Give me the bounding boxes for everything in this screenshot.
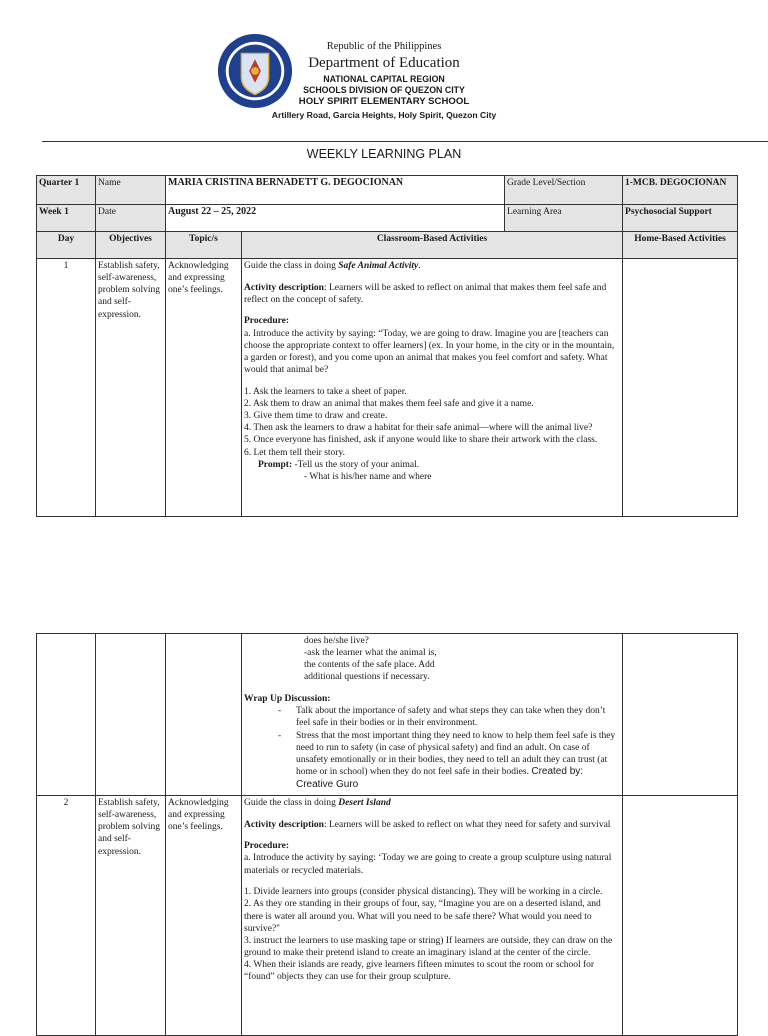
date-value: August 22 – 25, 2022: [166, 205, 505, 232]
list-item-text: Stress that the most important thing they need to know to help them feel safe is they need to run to safety (in case of physical safety) and find an adult. On case of unsafety emotionally or in their bodies, they need to tell an adult they can trust (at home or in school) when they do not feel safe in their bodies.: [296, 730, 616, 778]
area-value: Psychosocial Support: [623, 205, 738, 232]
desc-text: : Learners will be asked to reflect on animal that makes them feel safe and reflect on the concept of safety.: [244, 282, 607, 305]
date-label: Date: [96, 205, 166, 232]
guide-prefix: Guide the class in doing: [244, 798, 339, 808]
topic-cell: Acknowledging and expressing one’s feelings.: [166, 796, 242, 1036]
prompt-second: - What is his/her name and where: [304, 471, 432, 482]
info-row-week: [37, 205, 738, 232]
school-name: HOLY SPIRIT ELEMENTARY SCHOOL: [298, 96, 470, 108]
weekly-plan-table-body: [36, 175, 738, 517]
step-item: 6. Let them tell their story.: [244, 447, 345, 458]
quarter-cell: Quarter 1: [37, 176, 96, 205]
day-cell-empty: [37, 634, 96, 796]
desc-text: : Learners will be asked to reflect on what they need for safety and survival: [323, 819, 611, 830]
continued-line: the contents of the safe place. Add: [304, 660, 435, 671]
col-day: Day: [37, 232, 96, 259]
prompt-first: -Tell us the story of your animal.: [292, 459, 420, 470]
objectives-cell: Establish safety, self-awareness, problem solving and self-expression.: [96, 796, 166, 1036]
continued-line: additional questions if necessary.: [304, 672, 430, 683]
day-number: 1: [37, 259, 96, 517]
header-divider: [42, 141, 768, 142]
objectives-cell-empty: [96, 634, 166, 796]
desc-label: Activity description: [244, 819, 324, 830]
division-line: SCHOOLS DIVISION OF QUEZON CITY: [303, 85, 465, 96]
procedure-intro: a. Introduce the activity by saying: ‘Today we are going to create a group sculpture using natural materials or recycled materials.: [244, 853, 612, 876]
activity-name: Safe Animal Activity: [338, 261, 419, 271]
step-item: 2. As they ore standing in their groups of four, say, “Imagine you are on a deserted island, and there is water all around you. What will you need to be safe there? What would you need to survive?": [244, 899, 601, 934]
guide-suffix: .: [418, 261, 421, 271]
wrap-up-list: [244, 705, 620, 791]
day-number: 2: [37, 796, 96, 1036]
republic-line: Republic of the Philippines: [326, 41, 442, 52]
table-row-day-2: [37, 796, 738, 1036]
step-item: 3. Give them time to draw and create.: [244, 411, 388, 422]
wrap-up-label: Wrap Up Discussion:: [244, 694, 331, 705]
guide-prefix: Guide the class in doing: [244, 261, 339, 271]
prompt-label: Prompt:: [258, 459, 293, 470]
step-item: 4. When their islands are ready, give learners fifteen minutes to scout the room or school for “found” objects they can use for their group sculpture.: [244, 960, 595, 983]
procedure-label: Procedure:: [244, 316, 290, 327]
home-activities-cell: [623, 259, 738, 517]
procedure-label: Procedure:: [244, 841, 290, 852]
plan-title: WEEKLY LEARNING PLAN: [306, 147, 462, 161]
activity-name: Desert Island: [338, 798, 391, 808]
step-item: 4. Then ask the learners to draw a habitat for their safe animal—where will the animal live?: [244, 423, 593, 434]
classroom-activities-cell: [242, 259, 623, 517]
home-activities-cell: [623, 634, 738, 796]
classroom-activities-cell: [242, 796, 623, 1036]
step-item: 5. Once everyone has finished, ask if anyone would like to share their artwork with the class.: [244, 435, 598, 446]
continued-line: -ask the learner what the animal is,: [304, 648, 437, 659]
grade-value: 1-MCB. DEGOCIONAN: [623, 176, 738, 205]
col-home: Home-Based Activities: [623, 232, 738, 259]
list-item: - Talk about the importance of safety and what steps they can take when they don’t feel safe in their bodies or in their environment.: [296, 705, 620, 729]
letterhead: [0, 30, 768, 130]
topic-cell: Acknowledging and expressing one’s feelings.: [166, 259, 242, 517]
region-line: NATIONAL CAPITAL REGION: [323, 73, 445, 84]
credit-line: Created by: Creative Guro: [296, 766, 584, 790]
col-topics: Topic/s: [166, 232, 242, 259]
classroom-activities-continued: [242, 634, 623, 796]
teacher-name: MARIA CRISTINA BERNADETT G. DEGOCIONAN: [166, 176, 505, 205]
step-item: 1. Ask the learners to take a sheet of paper.: [244, 386, 407, 397]
step-item: 3. instruct the learners to use masking tape or string) If learners are outside, they can draw on the ground to make their pretend island to create an imaginary island at the center of the circle.: [244, 935, 613, 959]
step-item: 1. Divide learners into groups (consider physical distancing). They will be working in a circle.: [244, 887, 603, 898]
step-item: 2. Ask them to draw an animal that makes them feel safe and give it a name.: [244, 398, 534, 409]
name-label: Name: [96, 176, 166, 205]
week-cell: Week 1: [37, 205, 96, 232]
grade-label: Grade Level/Section: [505, 176, 623, 205]
school-address: Artillery Road, Garcia Heights, Holy Spirit, Quezon City: [271, 109, 497, 120]
procedure-intro: a. Introduce the activity by saying: “Today, we are going to draw. Imagine you are [teachers can choose the appropriate context to offer learners] (ex. In your home, in the city or in the mountain, a garden or forest), and you come upon an animal that makes you feel comfort and safety. What would that animal be?: [244, 328, 615, 376]
home-activities-cell: [623, 796, 738, 1036]
list-item: [296, 730, 620, 792]
topic-cell-empty: [166, 634, 242, 796]
column-header-row: [37, 232, 738, 259]
table-row-day-1: [37, 259, 738, 517]
continued-line: does he/she live?: [304, 636, 369, 646]
department-name: Department of Education: [308, 55, 460, 72]
col-objectives: Objectives: [96, 232, 166, 259]
objectives-cell: Establish safety, self-awareness, problem solving and self-expression.: [96, 259, 166, 517]
weekly-plan-table-page-2: [36, 633, 738, 1036]
table-row-day-1-continued: [37, 634, 738, 796]
area-label: Learning Area: [505, 205, 623, 232]
info-row-quarter: [37, 176, 738, 205]
desc-label: Activity description: [244, 282, 324, 293]
col-classroom: Classroom-Based Activities: [242, 232, 623, 259]
